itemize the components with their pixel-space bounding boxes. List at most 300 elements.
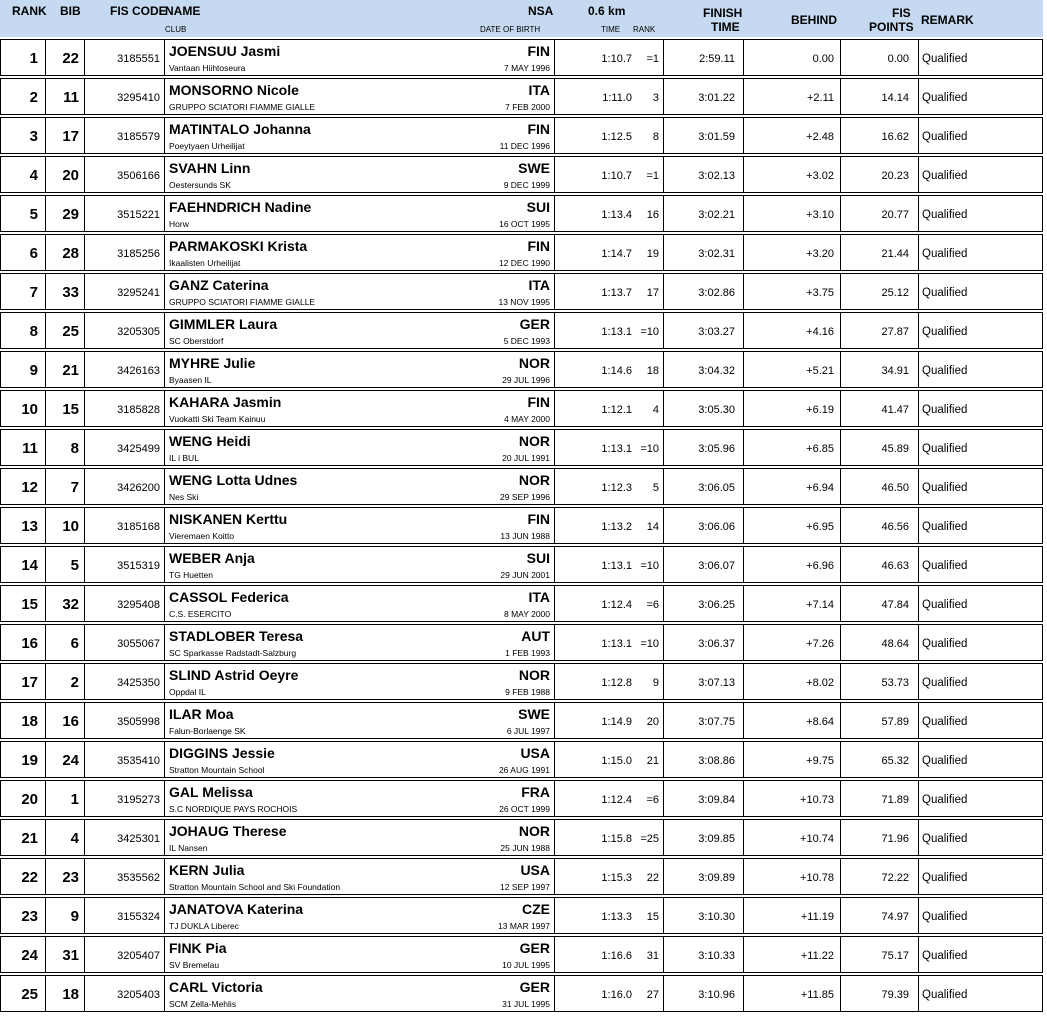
athlete-cell [165,391,555,426]
behind-cell [744,196,841,231]
athlete-nsa: USA [520,862,550,878]
athlete-date-of-birth: 12 SEP 1997 [500,882,550,892]
split-cell [555,391,664,426]
fis-code-cell [85,430,165,465]
athlete-cell [165,625,555,660]
athlete-nsa: NOR [518,433,550,449]
finish-time-value: 3:09.85 [698,833,735,845]
split-rank-value: 16 [646,209,659,221]
bib-value: 2 [70,674,79,691]
header-name: NAME [165,4,201,18]
rank-cell [1,859,46,894]
split-cell [555,352,664,387]
split-time-value: 1:13.1 [601,443,632,455]
finish-time-cell [664,742,744,777]
fis-points-cell [841,430,919,465]
bib-cell [46,391,85,426]
table-row [0,312,1043,349]
split-rank-value: 31 [646,950,659,962]
athlete-name: JOHAUG Therese [169,823,287,839]
bib-cell [46,625,85,660]
fis-points-value: 65.32 [881,755,909,767]
rank-value: 1 [29,50,38,67]
bib-value: 16 [62,713,79,730]
bib-cell [46,157,85,192]
table-row [0,546,1043,583]
finish-time-value: 3:08.86 [698,755,735,767]
remark-cell [919,859,1042,894]
split-cell [555,703,664,738]
finish-time-cell [664,703,744,738]
remark-cell [919,430,1042,465]
split-cell [555,274,664,309]
finish-time-value: 3:07.13 [698,677,735,689]
remark-cell [919,781,1042,816]
athlete-cell [165,664,555,699]
fis-code-value: 3185256 [117,248,160,260]
table-row [0,663,1043,700]
rank-value: 18 [21,713,38,730]
fis-points-value: 46.50 [881,482,909,494]
finish-time-value: 3:06.25 [698,599,735,611]
table-row [0,858,1043,895]
split-cell [555,508,664,543]
bib-cell [46,859,85,894]
table-row [0,390,1043,427]
fis-points-value: 0.00 [887,53,909,65]
rank-value: 23 [21,908,38,925]
remark-cell [919,898,1042,933]
header-split-distance: 0.6 km [588,4,626,18]
finish-time-value: 3:06.06 [698,521,735,533]
behind-cell [744,157,841,192]
finish-time-value: 3:02.13 [698,170,735,182]
fis-code-cell [85,937,165,972]
bib-value: 1 [70,791,79,808]
table-row [0,156,1043,193]
fis-points-cell [841,118,919,153]
rank-value: 11 [22,440,38,457]
finish-time-value: 3:01.59 [698,131,735,143]
fis-code-value: 3295241 [117,287,160,299]
rank-cell [1,157,46,192]
split-rank-value: =6 [646,794,659,806]
athlete-cell [165,430,555,465]
header-date-of-birth: DATE OF BIRTH [480,25,541,34]
finish-time-value: 3:05.30 [698,404,735,416]
fis-points-value: 71.96 [881,833,909,845]
table-row [0,117,1043,154]
remark-value: Qualified [922,482,968,494]
fis-code-cell [85,313,165,348]
fis-points-value: 47.84 [881,599,909,611]
rank-cell [1,742,46,777]
split-time-value: 1:12.1 [601,404,632,416]
fis-points-value: 34.91 [881,365,909,377]
table-row [0,819,1043,856]
behind-value: 0.00 [812,53,834,65]
fis-code-value: 3425301 [117,833,160,845]
split-cell [555,586,664,621]
athlete-nsa: SWE [518,160,550,176]
bib-cell [46,118,85,153]
header-finish-line1: FINISH [703,6,743,20]
header-bib: BIB [60,4,81,18]
split-cell [555,196,664,231]
finish-time-value: 3:02.31 [698,248,735,260]
athlete-nsa: FIN [527,238,550,254]
bib-value: 23 [62,869,79,886]
fis-points-value: 46.56 [881,521,909,533]
athlete-nsa: FIN [527,511,550,527]
bib-cell [46,274,85,309]
bib-cell [46,976,85,1011]
behind-value: +8.64 [806,716,834,728]
table-row [0,468,1043,505]
athlete-nsa: CZE [522,901,550,917]
split-cell [555,820,664,855]
rank-cell [1,625,46,660]
athlete-nsa: SUI [526,550,550,566]
table-row [0,702,1043,739]
rank-value: 14 [21,557,38,574]
behind-cell [744,781,841,816]
fis-code-value: 3185168 [117,521,160,533]
remark-value: Qualified [922,560,968,572]
remark-value: Qualified [922,53,968,65]
finish-time-value: 3:02.86 [698,287,735,299]
remark-value: Qualified [922,443,968,455]
behind-cell [744,859,841,894]
behind-cell [744,937,841,972]
rank-cell [1,976,46,1011]
table-row [0,897,1043,934]
athlete-name: MYHRE Julie [169,355,256,371]
split-time-value: 1:15.3 [601,872,632,884]
athlete-cell [165,235,555,270]
finish-time-value: 3:01.22 [698,92,735,104]
remark-cell [919,937,1042,972]
rank-cell [1,391,46,426]
behind-cell [744,40,841,75]
remark-cell [919,625,1042,660]
athlete-name: WEBER Anja [169,550,255,566]
finish-time-cell [664,157,744,192]
behind-value: +11.19 [800,911,834,923]
athlete-name: WENG Lotta Udnes [169,472,298,488]
split-rank-value: 3 [652,92,659,104]
finish-time-value: 3:02.21 [698,209,735,221]
bib-value: 7 [70,479,79,496]
fis-code-value: 3205305 [117,326,160,338]
rank-cell [1,352,46,387]
athlete-name: GIMMLER Laura [169,316,278,332]
athlete-club: Oestersunds SK [169,180,231,190]
fis-points-value: 21.44 [881,248,909,260]
rank-value: 2 [29,89,38,106]
bib-cell [46,196,85,231]
split-cell [555,664,664,699]
fis-code-cell [85,274,165,309]
behind-value: +11.85 [800,989,834,1001]
split-time-value: 1:14.7 [601,248,632,260]
behind-value: +11.22 [800,950,834,962]
bib-cell [46,898,85,933]
remark-value: Qualified [922,677,968,689]
fis-code-value: 3426163 [117,365,160,377]
split-cell [555,937,664,972]
fis-points-value: 27.87 [881,326,909,338]
behind-value: +2.11 [806,92,834,104]
rank-value: 4 [29,167,38,184]
table-row [0,936,1043,973]
split-rank-value: 27 [646,989,659,1001]
rank-cell [1,508,46,543]
rank-value: 25 [21,986,38,1003]
behind-cell [744,313,841,348]
rank-value: 24 [21,947,38,964]
bib-cell [46,313,85,348]
finish-time-cell [664,469,744,504]
rank-value: 16 [21,635,38,652]
remark-cell [919,664,1042,699]
athlete-club: Stratton Mountain School and Ski Foundation [169,882,341,892]
split-rank-value: 15 [646,911,659,923]
fis-points-value: 16.62 [881,131,909,143]
athlete-date-of-birth: 20 JUL 1991 [502,453,550,463]
rank-cell [1,586,46,621]
fis-code-cell [85,625,165,660]
fis-points-cell [841,859,919,894]
athlete-cell [165,820,555,855]
finish-time-cell [664,547,744,582]
athlete-club: SC Oberstdorf [169,336,224,346]
athlete-name: CASSOL Federica [169,589,289,605]
remark-value: Qualified [922,599,968,611]
athlete-cell [165,508,555,543]
fis-points-value: 71.89 [881,794,909,806]
athlete-nsa: SUI [526,199,550,215]
header-behind: BEHIND [791,13,838,27]
remark-cell [919,547,1042,582]
finish-time-cell [664,235,744,270]
athlete-name: NISKANEN Kerttu [169,511,288,527]
split-time-value: 1:16.0 [601,989,632,1001]
remark-value: Qualified [922,326,968,338]
bib-value: 29 [62,206,79,223]
behind-value: +5.21 [806,365,834,377]
finish-time-cell [664,79,744,114]
remark-value: Qualified [922,92,968,104]
behind-value: +4.16 [806,326,834,338]
athlete-date-of-birth: 11 DEC 1996 [499,141,550,151]
athlete-cell [165,79,555,114]
split-time-value: 1:16.6 [601,950,632,962]
bib-cell [46,40,85,75]
behind-value: +10.74 [800,833,834,845]
results-table [0,39,1043,1014]
remark-value: Qualified [922,833,968,845]
finish-time-cell [664,430,744,465]
remark-cell [919,157,1042,192]
table-row [0,429,1043,466]
behind-cell [744,79,841,114]
split-cell [555,40,664,75]
rank-cell [1,79,46,114]
fis-code-cell [85,391,165,426]
fis-code-value: 3515319 [117,560,160,572]
split-rank-value: =1 [646,170,659,182]
remark-value: Qualified [922,989,968,1001]
athlete-nsa: FIN [527,121,550,137]
table-row [0,585,1043,622]
behind-cell [744,430,841,465]
athlete-club: TG Huetten [169,570,213,580]
bib-cell [46,586,85,621]
finish-time-value: 3:09.84 [698,794,735,806]
remark-value: Qualified [922,872,968,884]
rank-value: 22 [21,869,38,886]
athlete-date-of-birth: 5 DEC 1993 [503,336,550,346]
athlete-date-of-birth: 12 DEC 1990 [498,258,550,268]
split-cell [555,118,664,153]
table-row [0,741,1043,778]
bib-cell [46,508,85,543]
athlete-name: FINK Pia [169,940,227,956]
finish-time-cell [664,976,744,1011]
athlete-cell [165,859,555,894]
fis-points-cell [841,742,919,777]
bib-value: 11 [63,89,79,106]
bib-value: 24 [62,752,79,769]
bib-value: 18 [62,986,79,1003]
athlete-cell [165,703,555,738]
athlete-date-of-birth: 6 JUL 1997 [506,726,550,736]
athlete-club: Byaasen IL [169,375,212,385]
athlete-name: MATINTALO Johanna [169,121,311,137]
fis-code-cell [85,820,165,855]
behind-cell [744,235,841,270]
remark-value: Qualified [922,911,968,923]
remark-value: Qualified [922,794,968,806]
split-cell [555,898,664,933]
split-time-value: 1:12.8 [601,677,632,689]
fis-code-cell [85,976,165,1011]
rank-value: 7 [29,284,38,301]
rank-value: 17 [21,674,38,691]
remark-cell [919,118,1042,153]
fis-points-value: 41.47 [881,404,909,416]
athlete-cell [165,781,555,816]
header-rank: RANK [12,4,47,18]
athlete-nsa: GER [519,316,550,332]
bib-value: 21 [62,362,79,379]
split-rank-value: =10 [640,443,659,455]
athlete-cell [165,352,555,387]
rank-value: 21 [21,830,38,847]
fis-code-cell [85,859,165,894]
split-time-value: 1:12.3 [601,482,632,494]
fis-points-cell [841,898,919,933]
rank-value: 13 [21,518,38,535]
rank-cell [1,664,46,699]
athlete-club: SCM Zella-Mehlis [169,999,237,1009]
split-cell [555,625,664,660]
bib-cell [46,235,85,270]
fis-code-cell [85,508,165,543]
fis-points-cell [841,274,919,309]
split-time-value: 1:13.1 [601,638,632,650]
split-rank-value: =6 [646,599,659,611]
athlete-date-of-birth: 29 SEP 1996 [500,492,550,502]
behind-cell [744,703,841,738]
table-row [0,975,1043,1012]
fis-points-value: 48.64 [881,638,909,650]
split-cell [555,781,664,816]
remark-cell [919,976,1042,1011]
behind-cell [744,352,841,387]
athlete-name: KAHARA Jasmin [169,394,282,410]
split-rank-value: 4 [652,404,659,416]
rank-value: 8 [29,323,38,340]
table-row [0,507,1043,544]
athlete-nsa: GER [519,940,550,956]
athlete-name: DIGGINS Jessie [169,745,275,761]
rank-cell [1,820,46,855]
bib-cell [46,547,85,582]
finish-time-cell [664,664,744,699]
behind-cell [744,664,841,699]
athlete-club: SC Sparkasse Radstadt-Salzburg [169,648,297,658]
split-rank-value: =10 [640,638,659,650]
remark-value: Qualified [922,404,968,416]
split-rank-value: 14 [646,521,659,533]
header-split-rank: RANK [633,25,656,34]
split-time-value: 1:15.8 [601,833,632,845]
finish-time-value: 3:03.27 [698,326,735,338]
behind-cell [744,547,841,582]
fis-code-value: 3185579 [117,131,160,143]
athlete-name: SLIND Astrid Oeyre [169,667,299,683]
split-cell [555,547,664,582]
rank-cell [1,313,46,348]
split-rank-value: 18 [646,365,659,377]
athlete-club: Vieremaen Koitto [169,531,235,541]
behind-value: +7.26 [806,638,834,650]
remark-cell [919,352,1042,387]
fis-code-cell [85,781,165,816]
rank-value: 6 [29,245,38,262]
athlete-cell [165,157,555,192]
rank-value: 20 [21,791,38,808]
fis-points-value: 53.73 [881,677,909,689]
athlete-name: STADLOBER Teresa [169,628,304,644]
fis-points-value: 79.39 [881,989,909,1001]
athlete-date-of-birth: 13 JUN 1988 [500,531,550,541]
bib-cell [46,781,85,816]
finish-time-cell [664,196,744,231]
athlete-nsa: FRA [521,784,550,800]
athlete-date-of-birth: 29 JUN 2001 [500,570,550,580]
fis-points-value: 25.12 [881,287,909,299]
athlete-nsa: NOR [518,355,550,371]
remark-cell [919,742,1042,777]
rank-cell [1,430,46,465]
split-time-value: 1:14.9 [601,716,632,728]
rank-value: 9 [29,362,38,379]
athlete-date-of-birth: 7 MAY 1996 [504,63,550,73]
athlete-date-of-birth: 31 JUL 1995 [502,999,550,1009]
